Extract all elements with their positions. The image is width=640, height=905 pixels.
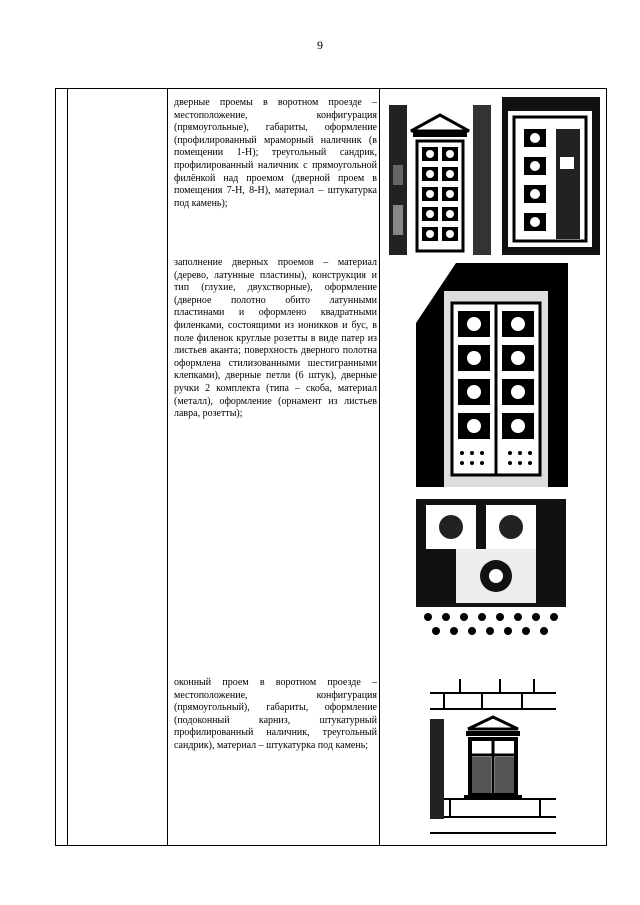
page-number: 9 xyxy=(317,38,323,52)
door-panel-detail-photo xyxy=(416,499,566,639)
door-portal-photo xyxy=(389,105,491,255)
row-2-description: заполнение дверных проемов – материал (дерево, латунные пластины), конструкция и тип (глухие, двухстворные), оформление (дверное полотно обито латунными пластинами и оформлено квадратными филенками, состоящими из ионикков и бус, в поле филенок круглые розетты в виде патер из листьев аканта; поверхность дверного полотна оформлена стилизованными шестигранными клепками), дверные петли (6 штук), дверные ручки 2 комплекта (типа – скоба, материал (металл), оформление (орнамент из листьев лавра, розетты); xyxy=(174,257,377,420)
window-photo xyxy=(430,679,556,841)
column-divider-2 xyxy=(167,89,168,845)
row-3-description: оконный проем в воротном проезде – местоположение, конфигурация (прямоугольный), габариты, оформление (подоконный карниз, штукатурный профилированный наличник, треугольный сандрик), материал – штукатурка под камень; xyxy=(174,677,377,751)
document-table xyxy=(55,88,607,846)
door-leaf-photo xyxy=(416,263,568,487)
door-in-passage-photo xyxy=(502,97,600,255)
row-1-description: дверные проемы в воротном проезде – местоположение, конфигурация (прямоугольные), габариты, оформление (профилированный мраморный наличник (в помещении 1-Н); треугольный сандрик, профилированный наличник с прямоугольной филёнкой над проемом (дверной проем в помещения 7-Н, 8-Н), материал – штукатурка под камень); xyxy=(174,97,377,209)
column-divider-3 xyxy=(379,89,380,845)
column-divider-1 xyxy=(67,89,68,845)
